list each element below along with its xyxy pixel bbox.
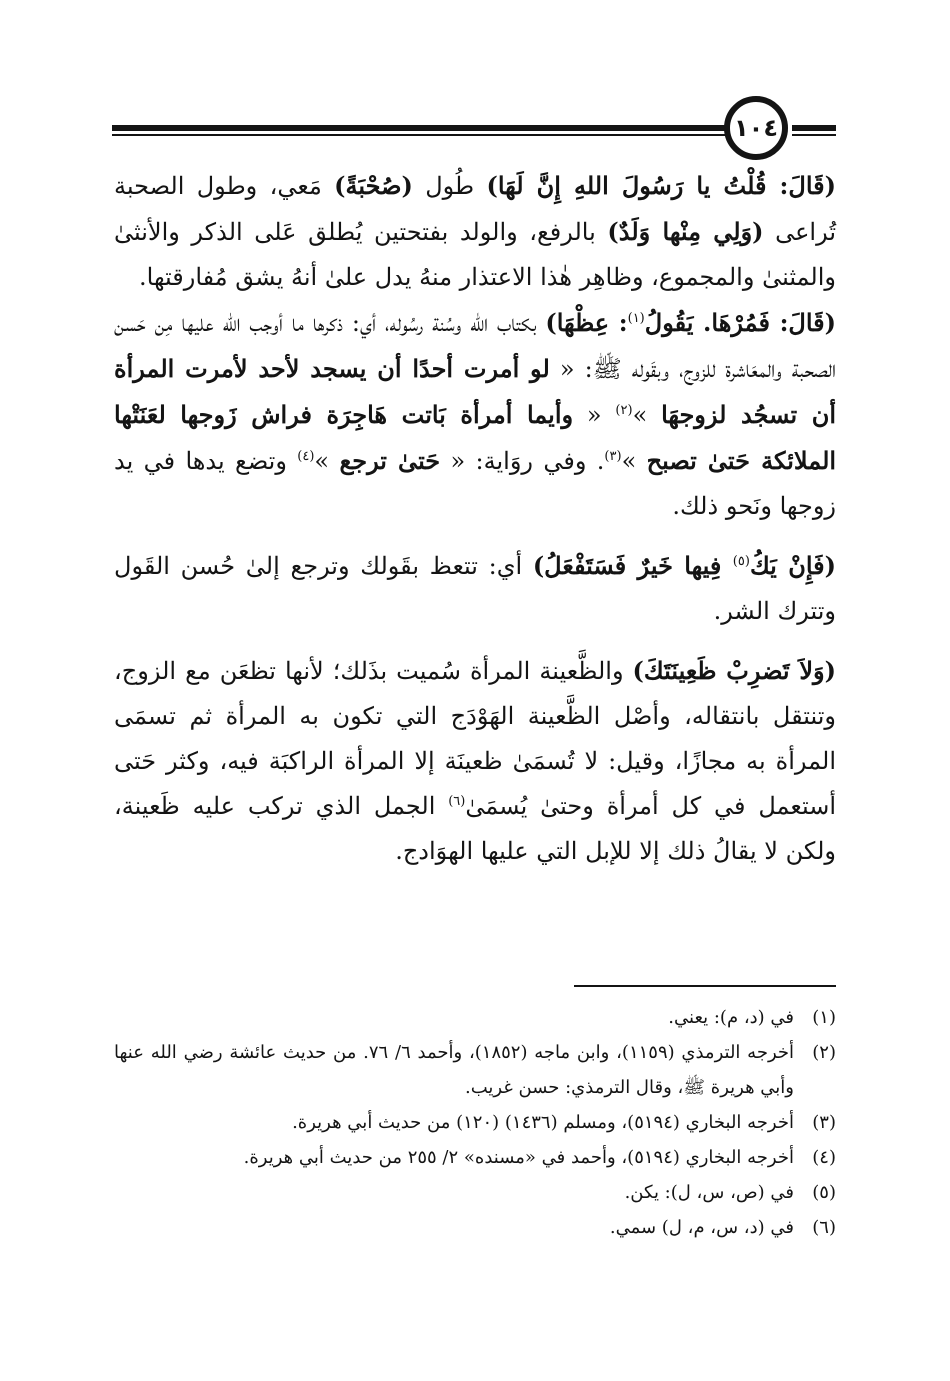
header-rule-left-thin (112, 134, 728, 136)
quoted-text: (قَالَ: قُلْتُ يا رَسُولَ اللهِ إِنَّ لَهَا) (486, 171, 836, 200)
footnote-number: (٥) (812, 1182, 836, 1203)
footnote-number: (٦) (812, 1217, 836, 1238)
page-header (112, 96, 836, 160)
footnote-3 (114, 1105, 836, 1140)
footnote-6 (114, 1210, 836, 1245)
footnote-1 (114, 1000, 836, 1035)
commentary-text: » (621, 447, 647, 475)
main-text (114, 163, 836, 874)
footnote-number: (١) (812, 1007, 836, 1028)
footnote-5 (114, 1175, 836, 1210)
quoted-text: فِيها خَيرٌ فَسَتَفْعَلُ) (532, 551, 733, 580)
paragraph-2 (114, 300, 836, 529)
header-rule-right-thin (792, 134, 836, 136)
footnote-text: أخرجه البخاري (٥١٩٤)، ومسلم (١٤٣٦) (١٢٠) من حديث أبي هريرة. (292, 1112, 794, 1133)
paragraph-1 (114, 163, 836, 300)
commentary-text: والظَّعينة المرأة سُميت بذَلك؛ لأنها تظعَن مع الزوج، وتنتقل بانتقاله، وأصْل الظَّعينة الهَوْدَج التي تكون به المرأة ثم تسمَى المرأة به مجازًا، وقيل: لا تُسمَىٰ ظعينَة إلا المرأة الراكبَة فيه، وكثر حَتى أستعمل في كل أمرأة وحتىٰ يُسمَىٰ (114, 657, 836, 820)
footnote-number: (٤) (812, 1147, 836, 1168)
footnote-4 (114, 1140, 836, 1175)
footnote-ref: (٢) (615, 403, 633, 418)
footnote-text: أخرجه الترمذي (١١٥٩)، وابن ماجه (١٨٥٢)، وأحمد ٦/ ٧٦. من حديث عائشة رضي الله عنها وأبي هريرة ﷺ، وقال الترمذي: حسن غريب. (114, 1042, 795, 1098)
quoted-text: (فَإِنْ يَكُ (749, 551, 837, 580)
commentary-text: الجمل الذي تركب عليه ظَعينة، ولكن لا يقالُ ذلك إلا للإبل التي عليها الهوَادج. (114, 792, 836, 865)
footnote-ref: (٦) (448, 794, 466, 809)
footnote-ref: (٥) (732, 554, 750, 569)
footnote-text: في (د، م): يعني. (668, 1007, 794, 1028)
footnote-ref: (١) (627, 311, 645, 326)
footnotes (114, 1000, 836, 1245)
commentary-text: مَعي، وطول الصحبة تُراعى (114, 172, 837, 246)
header-rule-left-thick (112, 125, 728, 131)
quoted-text: (وَلِي مِنْها وَلَدٌ) (607, 217, 764, 246)
quoted-text: (قَالَ: فَمُرْهَا. يَقُولُ (644, 308, 837, 337)
commentary-text: . وفي روَاية: « (440, 447, 605, 475)
commentary-text: « (573, 401, 616, 429)
page-number: ١٠٤ (724, 96, 788, 160)
footnote-number: (٢) (812, 1042, 836, 1063)
quoted-text: (صُحْبَةً) (334, 171, 413, 200)
commentary-text: » (314, 447, 340, 475)
footnote-separator (574, 985, 836, 987)
footnote-text: أخرجه البخاري (٥١٩٤)، وأحمد في «مسنده» ٢/ ٢٥٥ من حديث أبي هريرة. (243, 1147, 794, 1168)
footnote-2 (114, 1035, 836, 1105)
commentary-text: أي: تتعظ بقَولك وترجع إلىٰ حُسن القَول وتترك الشر. (114, 552, 836, 625)
commentary-text: طُول (412, 172, 487, 200)
footnote-ref: (٣) (604, 449, 622, 464)
commentary-text: وتضع يدها في يد زوجها ونَحو ذلك. (114, 447, 836, 520)
quoted-text: (وَلاَ تَضرِبْ ظَعِينَتَكَ) (632, 656, 836, 685)
footnote-text: في (ص، س، ل): يكن. (624, 1182, 794, 1203)
footnote-ref: (٤) (297, 449, 315, 464)
commentary-text: » (632, 401, 662, 429)
quoted-text: : عِظْهَا) (545, 308, 628, 337)
commentary-text: بكتاب الله وسُنة رسُوله، أي: ذكرها ما أوجب الله عليها مِن حَسن الصحبة والمعَاشرة للزوج، وبقَوله ﷺ: « (114, 309, 836, 383)
quoted-text: لو أمرت أحدًا أن يسجد لأحد لأمرت المرأة أن تسجُد لزوجهَا (114, 354, 836, 429)
paragraph-3 (114, 543, 836, 634)
commentary-text: بالرفع، والولد بفتحتين يُطلق عَلى الذكر والأنثىٰ والمثنىٰ والمجموع، وظاهِر هٰذا الاعتذار منهُ يدل علىٰ أنهُ يشق مُفارقتها. (114, 218, 836, 291)
paragraph-4 (114, 648, 836, 874)
quoted-text: وأيما أمرأة بَاتت هَاجِرَة فراش زَوجها لعَنَتْها الملائكة حَتىٰ تصبح (114, 400, 837, 475)
header-rule-right-thick (792, 125, 836, 131)
footnote-text: في (د، س، م، ل) سمي. (609, 1217, 794, 1238)
footnote-number: (٣) (812, 1112, 836, 1133)
quoted-text: حَتىٰ ترجع (339, 446, 441, 475)
